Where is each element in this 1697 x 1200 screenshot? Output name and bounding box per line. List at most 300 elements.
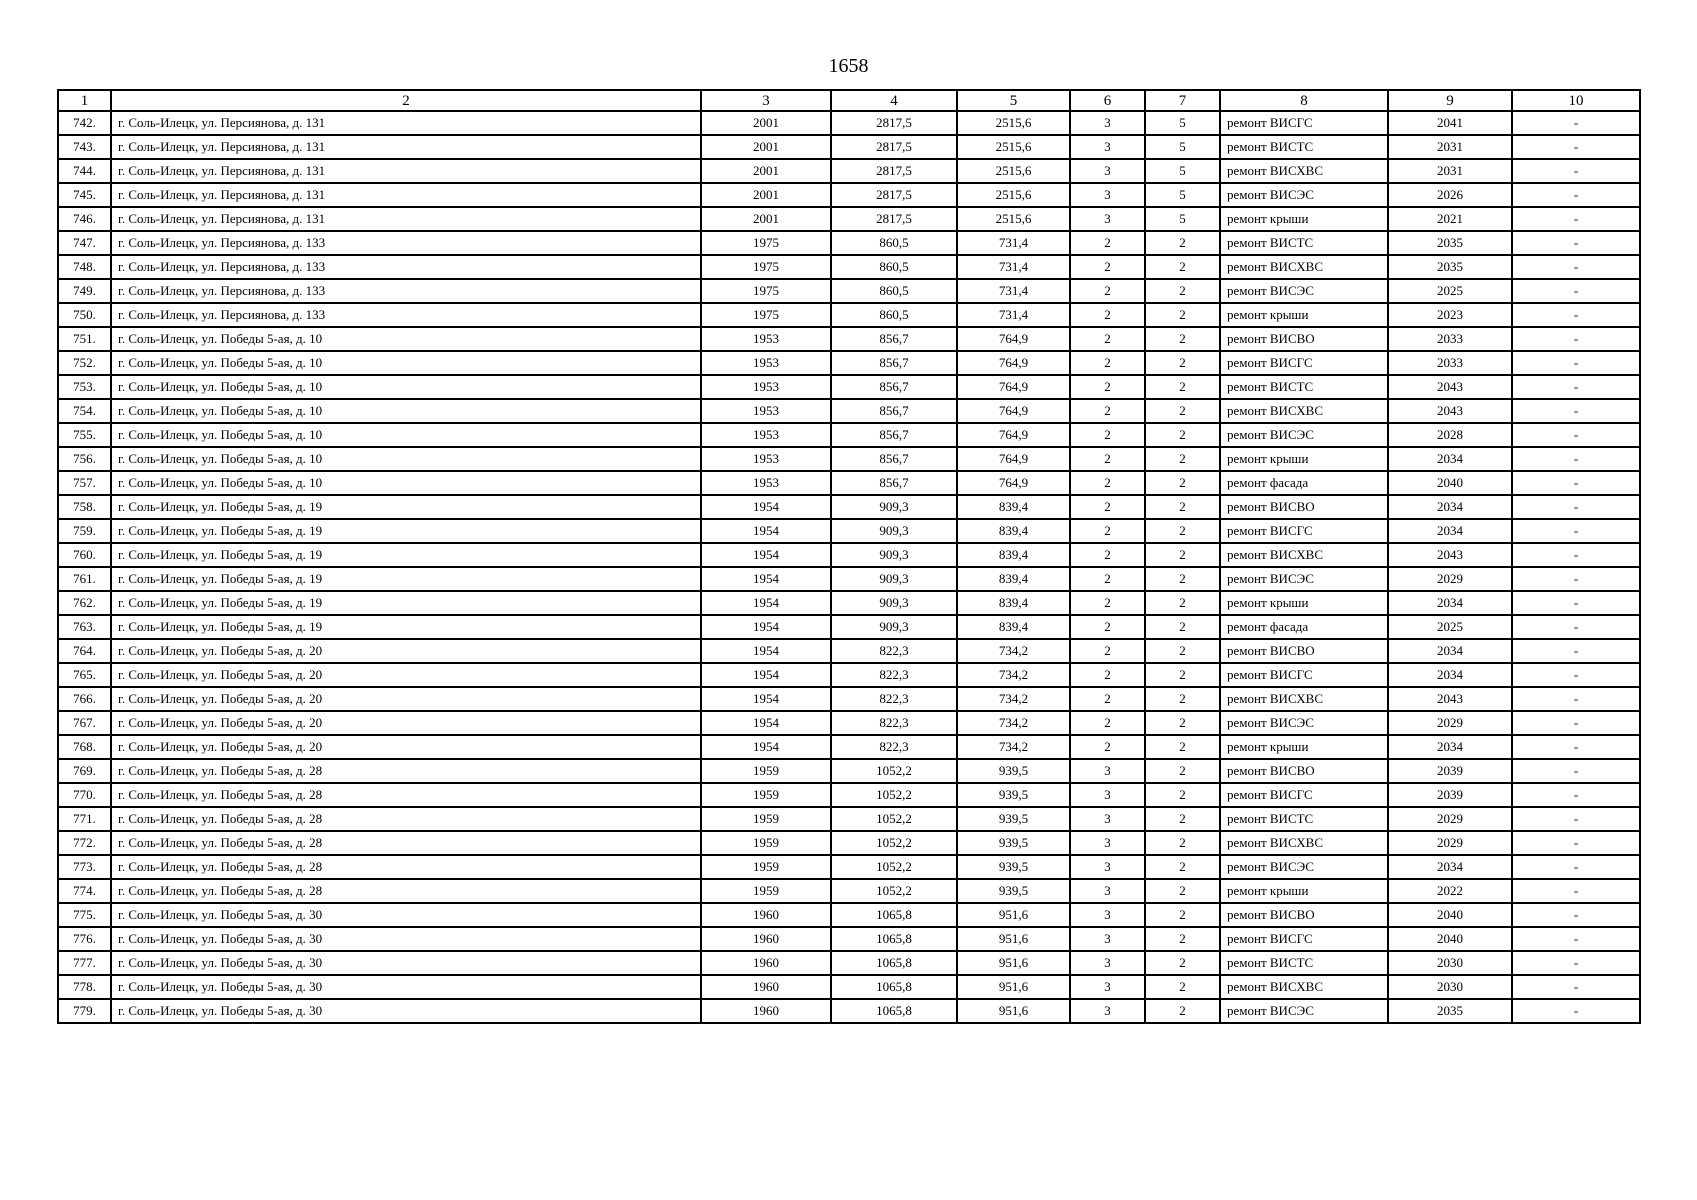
cell-floors: 2	[1070, 567, 1145, 591]
cell-address: г. Соль-Илецк, ул. Победы 5-ая, д. 30	[111, 951, 701, 975]
cell-living-area: 939,5	[957, 831, 1070, 855]
cell-row-number: 761.	[58, 567, 111, 591]
cell-total-area: 860,5	[831, 303, 957, 327]
page-number: 1658	[828, 55, 869, 77]
cell-address: г. Соль-Илецк, ул. Победы 5-ая, д. 19	[111, 591, 701, 615]
column-header-3: 3	[701, 90, 831, 111]
cell-entrances: 2	[1145, 831, 1220, 855]
cell-work-type: ремонт ВИСХВС	[1220, 831, 1388, 855]
cell-year-built: 1953	[701, 327, 831, 351]
table-row	[58, 879, 1640, 903]
cell-row-number: 747.	[58, 231, 111, 255]
cell-work-type: ремонт ВИСЭС	[1220, 711, 1388, 735]
cell-floors: 2	[1070, 663, 1145, 687]
cell-planned-year: 2043	[1388, 399, 1512, 423]
cell-total-area: 860,5	[831, 255, 957, 279]
cell-row-number: 767.	[58, 711, 111, 735]
cell-note: -	[1512, 951, 1640, 975]
cell-year-built: 1975	[701, 279, 831, 303]
cell-total-area: 1052,2	[831, 879, 957, 903]
cell-planned-year: 2031	[1388, 135, 1512, 159]
cell-floors: 2	[1070, 447, 1145, 471]
cell-year-built: 1960	[701, 999, 831, 1023]
cell-floors: 2	[1070, 735, 1145, 759]
column-header-4: 4	[831, 90, 957, 111]
cell-address: г. Соль-Илецк, ул. Победы 5-ая, д. 20	[111, 687, 701, 711]
cell-total-area: 856,7	[831, 447, 957, 471]
cell-total-area: 860,5	[831, 231, 957, 255]
table-row	[58, 711, 1640, 735]
cell-row-number: 763.	[58, 615, 111, 639]
cell-entrances: 2	[1145, 903, 1220, 927]
cell-entrances: 2	[1145, 447, 1220, 471]
cell-entrances: 2	[1145, 999, 1220, 1023]
cell-year-built: 2001	[701, 111, 831, 135]
cell-row-number: 755.	[58, 423, 111, 447]
cell-note: -	[1512, 711, 1640, 735]
cell-planned-year: 2034	[1388, 855, 1512, 879]
table-row	[58, 759, 1640, 783]
cell-row-number: 774.	[58, 879, 111, 903]
cell-total-area: 1052,2	[831, 855, 957, 879]
cell-floors: 3	[1070, 999, 1145, 1023]
cell-planned-year: 2029	[1388, 807, 1512, 831]
cell-year-built: 1953	[701, 423, 831, 447]
cell-planned-year: 2030	[1388, 975, 1512, 999]
cell-note: -	[1512, 831, 1640, 855]
cell-address: г. Соль-Илецк, ул. Победы 5-ая, д. 30	[111, 975, 701, 999]
cell-living-area: 2515,6	[957, 159, 1070, 183]
table-row	[58, 183, 1640, 207]
cell-living-area: 731,4	[957, 279, 1070, 303]
cell-entrances: 5	[1145, 183, 1220, 207]
cell-total-area: 856,7	[831, 375, 957, 399]
cell-address: г. Соль-Илецк, ул. Персиянова, д. 133	[111, 255, 701, 279]
cell-planned-year: 2034	[1388, 447, 1512, 471]
cell-address: г. Соль-Илецк, ул. Победы 5-ая, д. 10	[111, 423, 701, 447]
cell-floors: 3	[1070, 951, 1145, 975]
cell-floors: 3	[1070, 207, 1145, 231]
table-row	[58, 543, 1640, 567]
cell-planned-year: 2034	[1388, 519, 1512, 543]
cell-total-area: 909,3	[831, 495, 957, 519]
cell-total-area: 909,3	[831, 591, 957, 615]
cell-work-type: ремонт ВИСГС	[1220, 519, 1388, 543]
cell-work-type: ремонт фасада	[1220, 471, 1388, 495]
cell-entrances: 2	[1145, 615, 1220, 639]
cell-planned-year: 2040	[1388, 471, 1512, 495]
cell-note: -	[1512, 855, 1640, 879]
cell-row-number: 772.	[58, 831, 111, 855]
cell-work-type: ремонт ВИСЭС	[1220, 855, 1388, 879]
cell-entrances: 2	[1145, 495, 1220, 519]
cell-year-built: 1953	[701, 399, 831, 423]
cell-living-area: 951,6	[957, 903, 1070, 927]
cell-address: г. Соль-Илецк, ул. Победы 5-ая, д. 10	[111, 471, 701, 495]
cell-living-area: 951,6	[957, 975, 1070, 999]
cell-planned-year: 2033	[1388, 327, 1512, 351]
cell-total-area: 1065,8	[831, 927, 957, 951]
cell-row-number: 753.	[58, 375, 111, 399]
cell-address: г. Соль-Илецк, ул. Персиянова, д. 131	[111, 159, 701, 183]
cell-row-number: 768.	[58, 735, 111, 759]
cell-note: -	[1512, 159, 1640, 183]
cell-work-type: ремонт ВИСГС	[1220, 111, 1388, 135]
cell-floors: 2	[1070, 423, 1145, 447]
table-row	[58, 111, 1640, 135]
cell-entrances: 2	[1145, 927, 1220, 951]
cell-total-area: 2817,5	[831, 207, 957, 231]
cell-year-built: 1953	[701, 447, 831, 471]
cell-entrances: 2	[1145, 879, 1220, 903]
cell-floors: 3	[1070, 159, 1145, 183]
table-row	[58, 279, 1640, 303]
table-row	[58, 135, 1640, 159]
cell-year-built: 1954	[701, 663, 831, 687]
cell-total-area: 1052,2	[831, 783, 957, 807]
cell-entrances: 5	[1145, 159, 1220, 183]
table-row	[58, 519, 1640, 543]
cell-living-area: 2515,6	[957, 111, 1070, 135]
cell-year-built: 1959	[701, 807, 831, 831]
cell-total-area: 1065,8	[831, 951, 957, 975]
cell-year-built: 1975	[701, 303, 831, 327]
cell-entrances: 5	[1145, 135, 1220, 159]
cell-work-type: ремонт ВИСЭС	[1220, 567, 1388, 591]
table-row	[58, 687, 1640, 711]
table-row	[58, 399, 1640, 423]
cell-work-type: ремонт ВИСЭС	[1220, 183, 1388, 207]
cell-living-area: 939,5	[957, 855, 1070, 879]
cell-work-type: ремонт ВИСГС	[1220, 927, 1388, 951]
cell-total-area: 856,7	[831, 471, 957, 495]
cell-note: -	[1512, 207, 1640, 231]
table-row	[58, 663, 1640, 687]
cell-planned-year: 2034	[1388, 663, 1512, 687]
cell-work-type: ремонт ВИСХВС	[1220, 975, 1388, 999]
cell-entrances: 2	[1145, 303, 1220, 327]
cell-total-area: 909,3	[831, 543, 957, 567]
cell-planned-year: 2043	[1388, 687, 1512, 711]
table-row	[58, 807, 1640, 831]
cell-floors: 2	[1070, 471, 1145, 495]
cell-work-type: ремонт ВИСГС	[1220, 783, 1388, 807]
cell-living-area: 839,4	[957, 567, 1070, 591]
cell-floors: 2	[1070, 687, 1145, 711]
cell-living-area: 839,4	[957, 615, 1070, 639]
table-row	[58, 495, 1640, 519]
cell-planned-year: 2034	[1388, 639, 1512, 663]
cell-entrances: 2	[1145, 567, 1220, 591]
cell-floors: 3	[1070, 975, 1145, 999]
cell-note: -	[1512, 279, 1640, 303]
cell-work-type: ремонт ВИСХВС	[1220, 255, 1388, 279]
cell-work-type: ремонт ВИСВО	[1220, 639, 1388, 663]
cell-total-area: 822,3	[831, 735, 957, 759]
cell-planned-year: 2031	[1388, 159, 1512, 183]
cell-row-number: 742.	[58, 111, 111, 135]
table-row	[58, 423, 1640, 447]
cell-row-number: 778.	[58, 975, 111, 999]
table-row	[58, 375, 1640, 399]
cell-address: г. Соль-Илецк, ул. Победы 5-ая, д. 30	[111, 999, 701, 1023]
cell-year-built: 1954	[701, 543, 831, 567]
cell-living-area: 731,4	[957, 231, 1070, 255]
cell-work-type: ремонт ВИСТС	[1220, 135, 1388, 159]
cell-total-area: 856,7	[831, 423, 957, 447]
cell-total-area: 822,3	[831, 711, 957, 735]
cell-note: -	[1512, 303, 1640, 327]
cell-total-area: 856,7	[831, 327, 957, 351]
cell-year-built: 2001	[701, 135, 831, 159]
cell-living-area: 764,9	[957, 447, 1070, 471]
cell-year-built: 1960	[701, 951, 831, 975]
cell-living-area: 734,2	[957, 687, 1070, 711]
cell-year-built: 1975	[701, 255, 831, 279]
cell-note: -	[1512, 591, 1640, 615]
cell-address: г. Соль-Илецк, ул. Победы 5-ая, д. 19	[111, 543, 701, 567]
cell-entrances: 2	[1145, 759, 1220, 783]
cell-address: г. Соль-Илецк, ул. Персиянова, д. 133	[111, 303, 701, 327]
cell-planned-year: 2026	[1388, 183, 1512, 207]
cell-floors: 2	[1070, 327, 1145, 351]
cell-total-area: 860,5	[831, 279, 957, 303]
cell-floors: 3	[1070, 927, 1145, 951]
cell-entrances: 2	[1145, 591, 1220, 615]
cell-address: г. Соль-Илецк, ул. Победы 5-ая, д. 30	[111, 903, 701, 927]
cell-floors: 2	[1070, 591, 1145, 615]
cell-work-type: ремонт крыши	[1220, 735, 1388, 759]
cell-row-number: 779.	[58, 999, 111, 1023]
cell-note: -	[1512, 807, 1640, 831]
cell-address: г. Соль-Илецк, ул. Победы 5-ая, д. 20	[111, 663, 701, 687]
cell-year-built: 1959	[701, 759, 831, 783]
cell-note: -	[1512, 255, 1640, 279]
cell-total-area: 2817,5	[831, 111, 957, 135]
cell-note: -	[1512, 183, 1640, 207]
cell-address: г. Соль-Илецк, ул. Персиянова, д. 131	[111, 207, 701, 231]
cell-floors: 2	[1070, 519, 1145, 543]
cell-address: г. Соль-Илецк, ул. Победы 5-ая, д. 28	[111, 759, 701, 783]
table-row	[58, 975, 1640, 999]
cell-living-area: 764,9	[957, 399, 1070, 423]
cell-note: -	[1512, 351, 1640, 375]
cell-address: г. Соль-Илецк, ул. Победы 5-ая, д. 30	[111, 927, 701, 951]
cell-row-number: 751.	[58, 327, 111, 351]
cell-living-area: 839,4	[957, 519, 1070, 543]
cell-work-type: ремонт ВИСВО	[1220, 495, 1388, 519]
cell-work-type: ремонт ВИСГС	[1220, 351, 1388, 375]
table-row	[58, 327, 1640, 351]
cell-work-type: ремонт ВИСЭС	[1220, 279, 1388, 303]
table-row	[58, 927, 1640, 951]
cell-note: -	[1512, 567, 1640, 591]
cell-living-area: 734,2	[957, 663, 1070, 687]
column-header-7: 7	[1145, 90, 1220, 111]
cell-row-number: 769.	[58, 759, 111, 783]
cell-planned-year: 2041	[1388, 111, 1512, 135]
cell-year-built: 2001	[701, 159, 831, 183]
cell-note: -	[1512, 135, 1640, 159]
cell-row-number: 744.	[58, 159, 111, 183]
cell-year-built: 1954	[701, 495, 831, 519]
cell-row-number: 757.	[58, 471, 111, 495]
cell-total-area: 822,3	[831, 687, 957, 711]
cell-work-type: ремонт ВИСВО	[1220, 903, 1388, 927]
cell-floors: 2	[1070, 375, 1145, 399]
cell-row-number: 775.	[58, 903, 111, 927]
cell-note: -	[1512, 327, 1640, 351]
cell-entrances: 2	[1145, 471, 1220, 495]
repair-schedule-table	[57, 89, 1641, 1024]
cell-floors: 3	[1070, 903, 1145, 927]
cell-year-built: 1975	[701, 231, 831, 255]
cell-total-area: 2817,5	[831, 135, 957, 159]
cell-work-type: ремонт ВИСХВС	[1220, 687, 1388, 711]
cell-year-built: 1953	[701, 351, 831, 375]
cell-note: -	[1512, 615, 1640, 639]
cell-note: -	[1512, 399, 1640, 423]
cell-address: г. Соль-Илецк, ул. Победы 5-ая, д. 20	[111, 711, 701, 735]
cell-floors: 3	[1070, 783, 1145, 807]
column-header-1: 1	[58, 90, 111, 111]
cell-address: г. Соль-Илецк, ул. Победы 5-ая, д. 28	[111, 807, 701, 831]
cell-total-area: 1052,2	[831, 831, 957, 855]
cell-floors: 2	[1070, 711, 1145, 735]
cell-floors: 2	[1070, 399, 1145, 423]
cell-note: -	[1512, 687, 1640, 711]
cell-note: -	[1512, 927, 1640, 951]
cell-work-type: ремонт ВИСТС	[1220, 375, 1388, 399]
table-row	[58, 255, 1640, 279]
cell-total-area: 1065,8	[831, 903, 957, 927]
cell-planned-year: 2035	[1388, 231, 1512, 255]
cell-work-type: ремонт ВИСХВС	[1220, 159, 1388, 183]
table-row	[58, 951, 1640, 975]
cell-row-number: 759.	[58, 519, 111, 543]
column-header-5: 5	[957, 90, 1070, 111]
cell-year-built: 2001	[701, 183, 831, 207]
table-row	[58, 855, 1640, 879]
cell-entrances: 2	[1145, 375, 1220, 399]
cell-entrances: 2	[1145, 231, 1220, 255]
table-row	[58, 471, 1640, 495]
column-header-6: 6	[1070, 90, 1145, 111]
cell-year-built: 1954	[701, 519, 831, 543]
cell-planned-year: 2033	[1388, 351, 1512, 375]
cell-planned-year: 2029	[1388, 711, 1512, 735]
cell-note: -	[1512, 447, 1640, 471]
table-row	[58, 999, 1640, 1023]
cell-living-area: 2515,6	[957, 207, 1070, 231]
table-row	[58, 231, 1640, 255]
cell-address: г. Соль-Илецк, ул. Победы 5-ая, д. 28	[111, 855, 701, 879]
cell-floors: 2	[1070, 351, 1145, 375]
cell-planned-year: 2034	[1388, 495, 1512, 519]
cell-entrances: 2	[1145, 711, 1220, 735]
cell-planned-year: 2030	[1388, 951, 1512, 975]
cell-entrances: 2	[1145, 519, 1220, 543]
table-row	[58, 639, 1640, 663]
cell-total-area: 1065,8	[831, 975, 957, 999]
cell-work-type: ремонт фасада	[1220, 615, 1388, 639]
cell-note: -	[1512, 783, 1640, 807]
table-row	[58, 447, 1640, 471]
cell-total-area: 2817,5	[831, 159, 957, 183]
cell-entrances: 2	[1145, 807, 1220, 831]
cell-row-number: 776.	[58, 927, 111, 951]
cell-planned-year: 2028	[1388, 423, 1512, 447]
cell-floors: 3	[1070, 111, 1145, 135]
cell-year-built: 1959	[701, 879, 831, 903]
cell-year-built: 1959	[701, 855, 831, 879]
cell-note: -	[1512, 375, 1640, 399]
cell-address: г. Соль-Илецк, ул. Персиянова, д. 131	[111, 135, 701, 159]
cell-planned-year: 2040	[1388, 903, 1512, 927]
cell-note: -	[1512, 111, 1640, 135]
cell-entrances: 5	[1145, 111, 1220, 135]
cell-address: г. Соль-Илецк, ул. Победы 5-ая, д. 28	[111, 831, 701, 855]
cell-floors: 2	[1070, 231, 1145, 255]
cell-entrances: 2	[1145, 543, 1220, 567]
cell-row-number: 756.	[58, 447, 111, 471]
table-row	[58, 303, 1640, 327]
cell-total-area: 822,3	[831, 639, 957, 663]
cell-note: -	[1512, 759, 1640, 783]
cell-floors: 2	[1070, 639, 1145, 663]
cell-total-area: 856,7	[831, 399, 957, 423]
cell-row-number: 777.	[58, 951, 111, 975]
cell-living-area: 839,4	[957, 591, 1070, 615]
cell-note: -	[1512, 735, 1640, 759]
cell-living-area: 764,9	[957, 327, 1070, 351]
cell-year-built: 1954	[701, 591, 831, 615]
cell-living-area: 731,4	[957, 255, 1070, 279]
cell-work-type: ремонт ВИСВО	[1220, 327, 1388, 351]
cell-living-area: 734,2	[957, 711, 1070, 735]
cell-row-number: 770.	[58, 783, 111, 807]
cell-address: г. Соль-Илецк, ул. Победы 5-ая, д. 28	[111, 783, 701, 807]
cell-entrances: 2	[1145, 855, 1220, 879]
cell-planned-year: 2022	[1388, 879, 1512, 903]
cell-living-area: 839,4	[957, 495, 1070, 519]
cell-total-area: 909,3	[831, 567, 957, 591]
cell-year-built: 1954	[701, 567, 831, 591]
cell-living-area: 939,5	[957, 807, 1070, 831]
cell-row-number: 762.	[58, 591, 111, 615]
cell-address: г. Соль-Илецк, ул. Победы 5-ая, д. 19	[111, 567, 701, 591]
cell-entrances: 2	[1145, 663, 1220, 687]
cell-address: г. Соль-Илецк, ул. Персиянова, д. 131	[111, 183, 701, 207]
cell-work-type: ремонт крыши	[1220, 591, 1388, 615]
cell-total-area: 909,3	[831, 615, 957, 639]
cell-year-built: 1959	[701, 831, 831, 855]
cell-living-area: 734,2	[957, 735, 1070, 759]
cell-entrances: 2	[1145, 351, 1220, 375]
cell-address: г. Соль-Илецк, ул. Победы 5-ая, д. 19	[111, 615, 701, 639]
cell-work-type: ремонт ВИСЭС	[1220, 999, 1388, 1023]
cell-row-number: 743.	[58, 135, 111, 159]
table-row	[58, 159, 1640, 183]
cell-living-area: 764,9	[957, 471, 1070, 495]
table-row	[58, 591, 1640, 615]
cell-entrances: 2	[1145, 951, 1220, 975]
cell-work-type: ремонт ВИСХВС	[1220, 543, 1388, 567]
cell-work-type: ремонт ВИСТС	[1220, 807, 1388, 831]
column-header-2: 2	[111, 90, 701, 111]
cell-planned-year: 2034	[1388, 735, 1512, 759]
cell-planned-year: 2025	[1388, 279, 1512, 303]
